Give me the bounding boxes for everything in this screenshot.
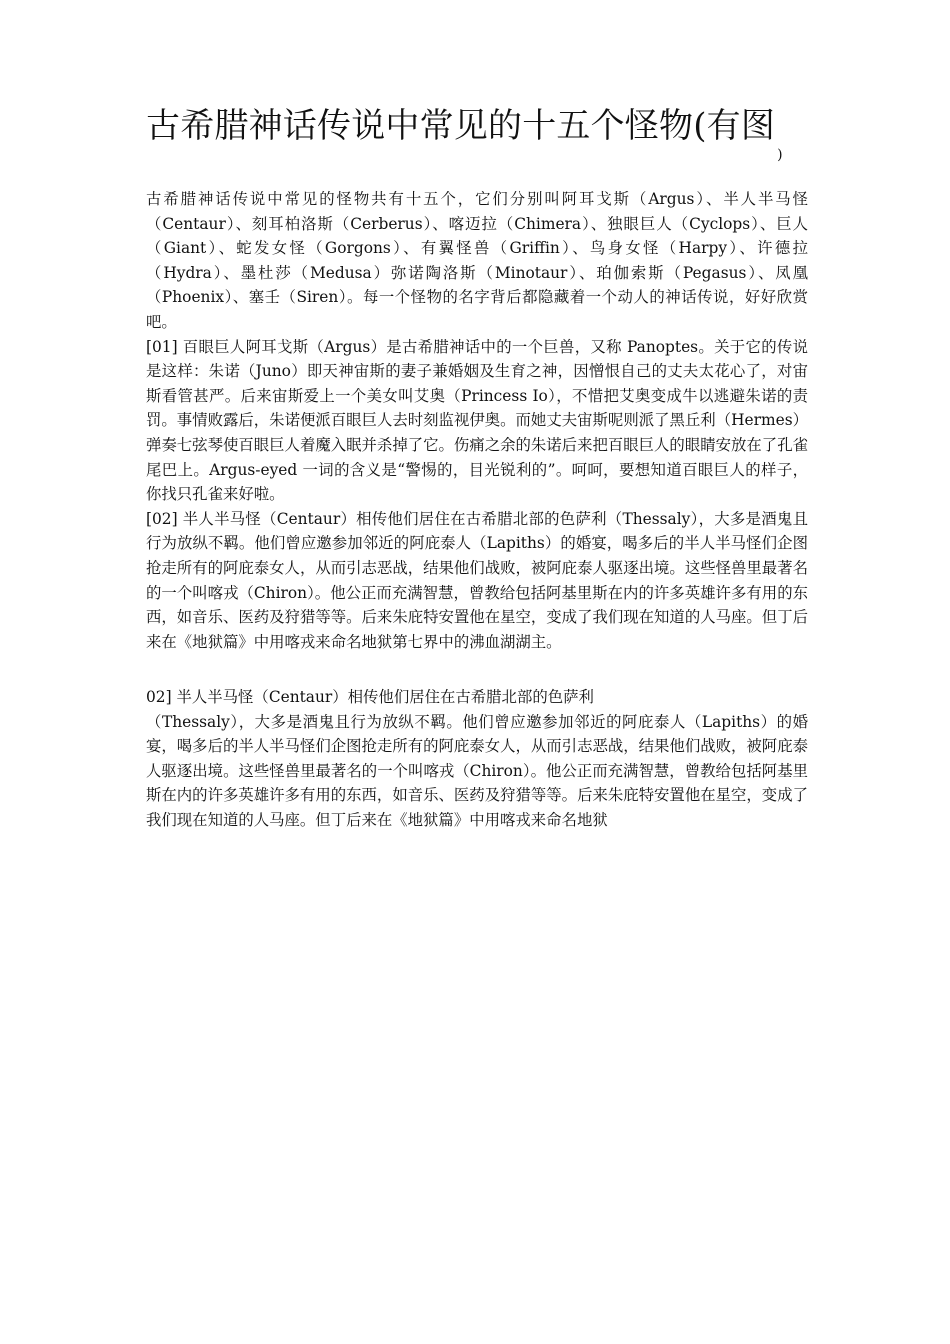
repeated-text-block [146, 685, 808, 833]
argus-paragraph: [01] 百眼巨人阿耳戈斯（Argus）是古希腊神话中的一个巨兽，又称 Panoptes。关于它的传说是这样：朱诺（Juno）即天神宙斯的妻子兼婚姻及生育之神，因憎恨自己的丈夫太花心了，对宙斯看管甚严。后来宙斯爱上一个美女叫艾奥（Princess Io），不惜把艾奥变成牛以逃避朱诺的责罚。事情败露后，朱诺便派百眼巨人去时刻监视伊奥。而她丈夫宙斯呢则派了黑丘利（Hermes）弹奏七弦琴使百眼巨人着魔入眠并杀掉了它。伤痛之余的朱诺后来把百眼巨人的眼睛安放在了孔雀尾巴上。Argus-eyed 一词的含义是“警惕的，目光锐利的”。呵呵，要想知道百眼巨人的样子，你找只孔雀来好啦。 [146, 337, 808, 504]
title-text: 古希腊神话传说中常见的十五个怪物(有图 [146, 106, 776, 146]
centaur-paragraph: [02] 半人半马怪（Centaur）相传他们居住在古希腊北部的色萨利（Thessaly），大多是酒鬼且行为放纵不羁。他们曾应邀参加邻近的阿庇泰人（Lapiths）的婚宴，喝多后的半人半马怪们企图抢走所有的阿庇泰女人，从而引志恶战，结果他们战败，被阿庇泰人驱逐出境。这些怪兽里最著名的一个叫喀戎（Chiron）。他公正而充满智慧，曾教给包括阿基里斯在内的许多英雄许多有用的东西，如音乐、医药及狩猎等等。后来朱庇特安置他在星空，变成了我们现在知道的人马座。但丁后来在《地狱篇》中用喀戎来命名地狱第七界中的沸血湖湖主。 [146, 509, 808, 651]
main-text-block [146, 187, 808, 654]
repeated-heading-line: 02] 半人半马怪（Centaur）相传他们居住在古希腊北部的色萨利 [146, 688, 594, 706]
title-closing-paren: ) [777, 147, 783, 163]
intro-paragraph: 古希腊神话传说中常见的怪物共有十五个，它们分别叫阿耳戈斯（Argus）、半人半马怪（Centaur）、刻耳柏洛斯（Cerberus）、喀迈拉（Chimera）、独眼巨人（Cyclops）、巨人（Giant）、蛇发女怪（Gorgons）、有翼怪兽（Griffin）、鸟身女怪（Harpy）、许德拉（Hydra）、墨杜莎（Medusa）弥诺陶洛斯（Minotaur）、珀伽索斯（Pegasus）、凤凰（Phoenix）、塞壬（Siren）。每一个怪物的名字背后都隐藏着一个动人的神话传说，好好欣赏吧。 [146, 190, 808, 331]
document-title [146, 104, 816, 163]
repeated-centaur-paragraph: （Thessaly），大多是酒鬼且行为放纵不羁。他们曾应邀参加邻近的阿庇泰人（Lapiths）的婚宴，喝多后的半人半马怪们企图抢走所有的阿庇泰女人，从而引志恶战，结果他们战败，被阿庇泰人驱逐出境。这些怪兽里最著名的一个叫喀戎（Chiron）。他公正而充满智慧，曾教给包括阿基里斯在内的许多英雄许多有用的东西，如音乐、医药及狩猎等等。后来朱庇特安置他在星空，变成了我们现在知道的人马座。但丁后来在《地狱篇》中用喀戎来命名地狱 [146, 712, 808, 829]
